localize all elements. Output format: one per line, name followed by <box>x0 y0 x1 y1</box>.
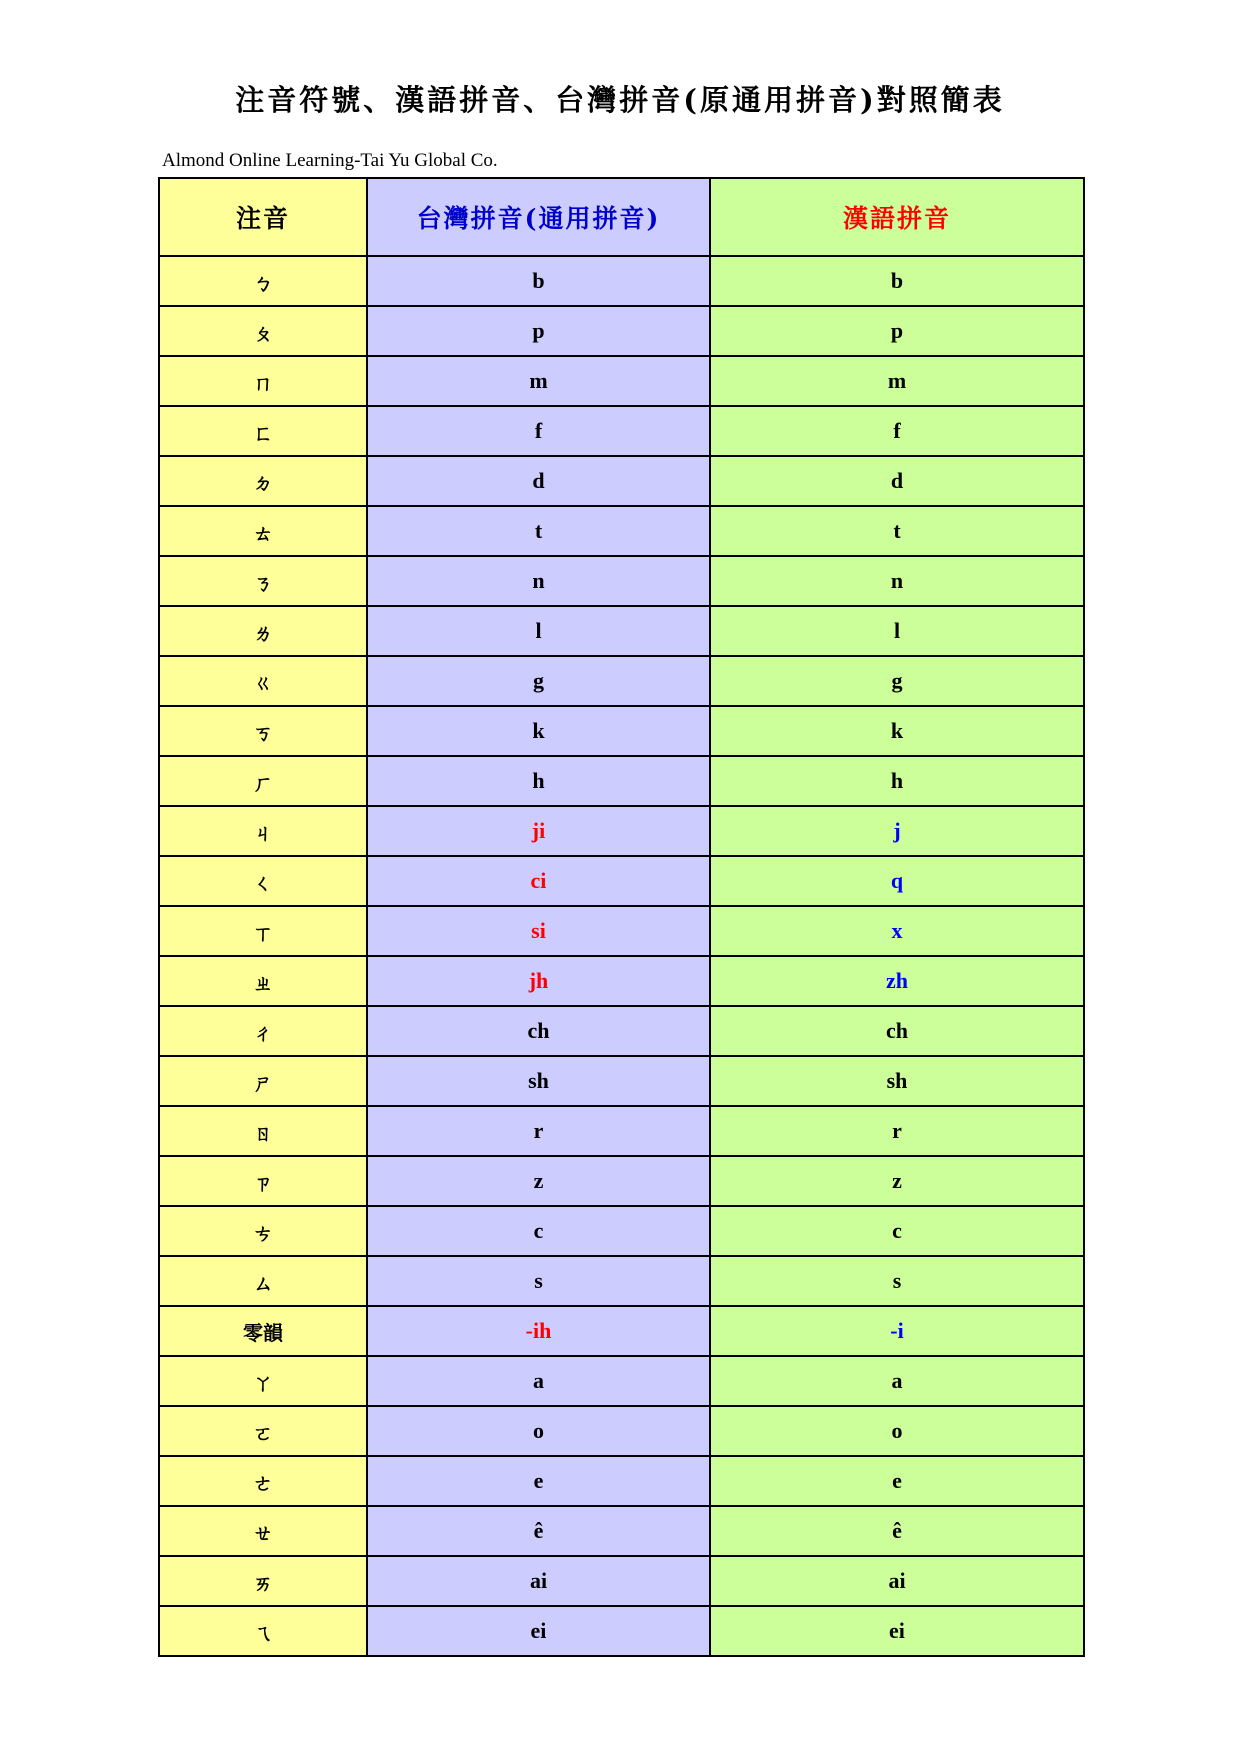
zhuyin-cell: ㄐ <box>159 806 367 856</box>
zhuyin-cell: ㄜ <box>159 1456 367 1506</box>
hanyu-pinyin-cell: n <box>710 556 1084 606</box>
header-hanyu-pinyin: 漢語拼音 <box>710 178 1084 256</box>
table-row <box>159 556 1084 606</box>
zhuyin-cell: ㄓ <box>159 956 367 1006</box>
table-row <box>159 1156 1084 1206</box>
taiwan-pinyin-cell: p <box>367 306 710 356</box>
table-row <box>159 1006 1084 1056</box>
taiwan-pinyin-cell: g <box>367 656 710 706</box>
hanyu-pinyin-cell: f <box>710 406 1084 456</box>
hanyu-pinyin-cell: ch <box>710 1006 1084 1056</box>
table-row <box>159 406 1084 456</box>
page-title: 注音符號、漢語拼音、台灣拼音(原通用拼音)對照簡表 <box>235 83 1005 117</box>
table-row <box>159 1106 1084 1156</box>
taiwan-pinyin-cell: b <box>367 256 710 306</box>
table-body <box>159 256 1084 1656</box>
table-row <box>159 1306 1084 1356</box>
zhuyin-cell: ㄘ <box>159 1206 367 1256</box>
zhuyin-cell: ㄌ <box>159 606 367 656</box>
hanyu-pinyin-cell: j <box>710 806 1084 856</box>
header-taiwan-pinyin: 台灣拼音(通用拼音) <box>367 178 710 256</box>
comparison-table <box>158 177 1085 1657</box>
table-row <box>159 256 1084 306</box>
zhuyin-cell: ㄚ <box>159 1356 367 1406</box>
hanyu-pinyin-cell: b <box>710 256 1084 306</box>
source-credit: Almond Online Learning-Tai Yu Global Co. <box>162 150 498 171</box>
table-row <box>159 1206 1084 1256</box>
table-row <box>159 306 1084 356</box>
hanyu-pinyin-cell: a <box>710 1356 1084 1406</box>
taiwan-pinyin-cell: ji <box>367 806 710 856</box>
table-row <box>159 1356 1084 1406</box>
zhuyin-cell: 零韻 <box>159 1306 367 1356</box>
hanyu-pinyin-cell: s <box>710 1256 1084 1306</box>
zhuyin-cell: ㄔ <box>159 1006 367 1056</box>
taiwan-pinyin-cell: t <box>367 506 710 556</box>
hanyu-pinyin-cell: e <box>710 1456 1084 1506</box>
zhuyin-cell: ㄖ <box>159 1106 367 1156</box>
table-row <box>159 1606 1084 1656</box>
zhuyin-cell: ㄙ <box>159 1256 367 1306</box>
taiwan-pinyin-cell: r <box>367 1106 710 1156</box>
hanyu-pinyin-cell: -i <box>710 1306 1084 1356</box>
hanyu-pinyin-cell: c <box>710 1206 1084 1256</box>
taiwan-pinyin-cell: e <box>367 1456 710 1506</box>
taiwan-pinyin-cell: f <box>367 406 710 456</box>
taiwan-pinyin-cell: l <box>367 606 710 656</box>
table-row <box>159 656 1084 706</box>
table-header-row <box>159 178 1084 256</box>
table-row <box>159 1406 1084 1456</box>
zhuyin-cell: ㄋ <box>159 556 367 606</box>
table-row <box>159 806 1084 856</box>
taiwan-pinyin-cell: o <box>367 1406 710 1456</box>
taiwan-pinyin-cell: ai <box>367 1556 710 1606</box>
zhuyin-cell: ㄈ <box>159 406 367 456</box>
zhuyin-cell: ㄑ <box>159 856 367 906</box>
hanyu-pinyin-cell: o <box>710 1406 1084 1456</box>
header-zhuyin: 注音 <box>159 178 367 256</box>
hanyu-pinyin-cell: m <box>710 356 1084 406</box>
hanyu-pinyin-cell: p <box>710 306 1084 356</box>
taiwan-pinyin-cell: ci <box>367 856 710 906</box>
taiwan-pinyin-cell: ch <box>367 1006 710 1056</box>
zhuyin-cell: ㄏ <box>159 756 367 806</box>
table-row <box>159 506 1084 556</box>
zhuyin-cell: ㄇ <box>159 356 367 406</box>
zhuyin-cell: ㄍ <box>159 656 367 706</box>
table-row <box>159 1506 1084 1556</box>
taiwan-pinyin-cell: si <box>367 906 710 956</box>
table-row <box>159 906 1084 956</box>
table-row <box>159 956 1084 1006</box>
zhuyin-cell: ㄆ <box>159 306 367 356</box>
zhuyin-cell: ㄅ <box>159 256 367 306</box>
taiwan-pinyin-cell: z <box>367 1156 710 1206</box>
table-row <box>159 706 1084 756</box>
hanyu-pinyin-cell: x <box>710 906 1084 956</box>
taiwan-pinyin-cell: ê <box>367 1506 710 1556</box>
taiwan-pinyin-cell: a <box>367 1356 710 1406</box>
hanyu-pinyin-cell: q <box>710 856 1084 906</box>
table-row <box>159 606 1084 656</box>
zhuyin-cell: ㄗ <box>159 1156 367 1206</box>
taiwan-pinyin-cell: k <box>367 706 710 756</box>
hanyu-pinyin-cell: z <box>710 1156 1084 1206</box>
taiwan-pinyin-cell: jh <box>367 956 710 1006</box>
table-row <box>159 456 1084 506</box>
table-row <box>159 1256 1084 1306</box>
table-row <box>159 1456 1084 1506</box>
hanyu-pinyin-cell: h <box>710 756 1084 806</box>
taiwan-pinyin-cell: ei <box>367 1606 710 1656</box>
table-row <box>159 856 1084 906</box>
hanyu-pinyin-cell: ei <box>710 1606 1084 1656</box>
hanyu-pinyin-cell: ai <box>710 1556 1084 1606</box>
zhuyin-cell: ㄕ <box>159 1056 367 1106</box>
taiwan-pinyin-cell: m <box>367 356 710 406</box>
hanyu-pinyin-cell: g <box>710 656 1084 706</box>
taiwan-pinyin-cell: h <box>367 756 710 806</box>
hanyu-pinyin-cell: sh <box>710 1056 1084 1106</box>
taiwan-pinyin-cell: sh <box>367 1056 710 1106</box>
zhuyin-cell: ㄉ <box>159 456 367 506</box>
table-row <box>159 356 1084 406</box>
zhuyin-cell: ㄎ <box>159 706 367 756</box>
taiwan-pinyin-cell: c <box>367 1206 710 1256</box>
zhuyin-cell: ㄛ <box>159 1406 367 1456</box>
hanyu-pinyin-cell: d <box>710 456 1084 506</box>
hanyu-pinyin-cell: zh <box>710 956 1084 1006</box>
hanyu-pinyin-cell: l <box>710 606 1084 656</box>
hanyu-pinyin-cell: t <box>710 506 1084 556</box>
zhuyin-cell: ㄒ <box>159 906 367 956</box>
table-row <box>159 756 1084 806</box>
zhuyin-cell: ㄝ <box>159 1506 367 1556</box>
zhuyin-cell: ㄟ <box>159 1606 367 1656</box>
taiwan-pinyin-cell: -ih <box>367 1306 710 1356</box>
hanyu-pinyin-cell: ê <box>710 1506 1084 1556</box>
taiwan-pinyin-cell: s <box>367 1256 710 1306</box>
hanyu-pinyin-cell: r <box>710 1106 1084 1156</box>
table-row <box>159 1056 1084 1106</box>
taiwan-pinyin-cell: n <box>367 556 710 606</box>
hanyu-pinyin-cell: k <box>710 706 1084 756</box>
zhuyin-cell: ㄊ <box>159 506 367 556</box>
table-row <box>159 1556 1084 1606</box>
taiwan-pinyin-cell: d <box>367 456 710 506</box>
zhuyin-cell: ㄞ <box>159 1556 367 1606</box>
